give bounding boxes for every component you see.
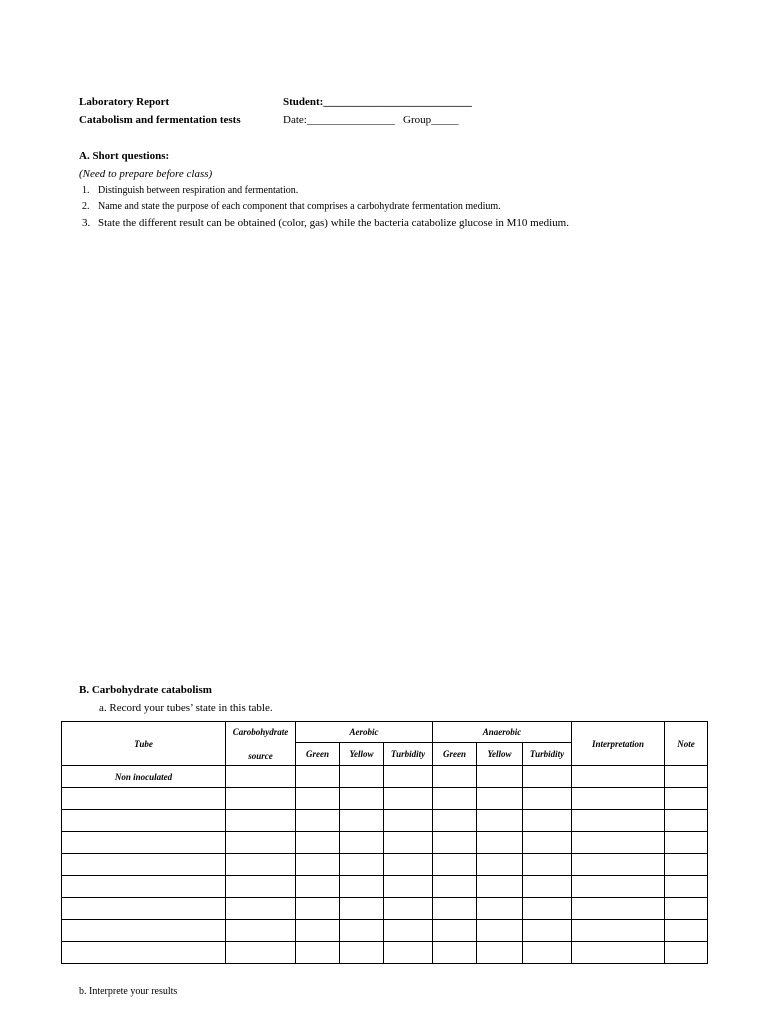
- table-cell: [523, 920, 572, 942]
- table-row: [62, 876, 708, 898]
- table-cell: [477, 942, 523, 964]
- sub-header-green: Green: [296, 743, 340, 766]
- table-cell: [384, 832, 433, 854]
- table-cell: [62, 898, 226, 920]
- results-table: [61, 721, 708, 964]
- table-cell: [384, 854, 433, 876]
- table-cell: [477, 766, 523, 788]
- table-cell: [665, 854, 708, 876]
- question-text: State the different result can be obtained (color, gas) while the bacteria catabolize glucose in M10 medium.: [98, 217, 569, 229]
- table-cell: [477, 788, 523, 810]
- col-header-interpretation: Interpretation: [572, 722, 665, 766]
- table-cell: [340, 942, 384, 964]
- table-cell: [226, 920, 296, 942]
- col-header-source-line2: source: [248, 750, 273, 761]
- row-label-non-inoculated: Non inoculated: [62, 766, 226, 788]
- table-cell: [296, 810, 340, 832]
- report-title: Laboratory Report: [79, 96, 170, 108]
- table-cell: [226, 788, 296, 810]
- table-cell: [384, 898, 433, 920]
- table-cell: [572, 876, 665, 898]
- col-header-note: Note: [665, 722, 708, 766]
- table-cell: [226, 854, 296, 876]
- table-cell: [433, 810, 477, 832]
- table-cell: [62, 832, 226, 854]
- table-cell: [523, 810, 572, 832]
- group-header-aerobic: Aerobic: [296, 722, 433, 743]
- table-cell: [477, 876, 523, 898]
- report-subtitle: Catabolism and fermentation tests: [79, 114, 241, 126]
- question-number: 2.: [82, 201, 90, 212]
- student-field: Student:___________________________: [283, 96, 472, 108]
- table-row: [62, 920, 708, 942]
- table-cell: [340, 766, 384, 788]
- table-cell: [523, 832, 572, 854]
- table-cell: [296, 854, 340, 876]
- table-cell: [477, 810, 523, 832]
- sub-header-turbidity: Turbidity: [523, 743, 572, 766]
- table-cell: [433, 788, 477, 810]
- table-cell: [384, 920, 433, 942]
- table-row: [62, 810, 708, 832]
- table-cell: [62, 942, 226, 964]
- table-cell: [340, 898, 384, 920]
- table-row: [62, 898, 708, 920]
- table-cell: [433, 832, 477, 854]
- table-cell: [572, 920, 665, 942]
- table-cell: [477, 898, 523, 920]
- table-cell: [665, 898, 708, 920]
- date-field: Date:________________: [283, 114, 395, 126]
- table-cell: [296, 766, 340, 788]
- table-cell: [572, 832, 665, 854]
- table-cell: [665, 788, 708, 810]
- table-cell: [523, 898, 572, 920]
- table-cell: [665, 942, 708, 964]
- table-cell: [572, 766, 665, 788]
- table-cell: [226, 810, 296, 832]
- table-cell: [296, 942, 340, 964]
- table-cell: [572, 854, 665, 876]
- table-row: [62, 942, 708, 964]
- table-cell: [477, 920, 523, 942]
- col-header-source-line1: Carobohydrate: [232, 726, 289, 737]
- question-number: 1.: [82, 185, 90, 196]
- table-cell: [340, 810, 384, 832]
- table-cell: [226, 942, 296, 964]
- table-cell: [433, 766, 477, 788]
- question-number: 3.: [82, 217, 91, 229]
- table-cell: [62, 920, 226, 942]
- table-cell: [340, 832, 384, 854]
- table-cell: [572, 942, 665, 964]
- section-a-title: A. Short questions:: [79, 150, 170, 162]
- table-cell: [226, 876, 296, 898]
- table-cell: [572, 788, 665, 810]
- table-cell: [477, 832, 523, 854]
- sub-header-green: Green: [433, 743, 477, 766]
- table-cell: [433, 876, 477, 898]
- table-cell: [384, 788, 433, 810]
- table-cell: [572, 810, 665, 832]
- table-cell: [433, 920, 477, 942]
- table-cell: [572, 898, 665, 920]
- table-cell: [384, 766, 433, 788]
- table-row: [62, 766, 708, 788]
- table-cell: [226, 898, 296, 920]
- interpretation-instruction: b. Interprete your results: [79, 986, 178, 997]
- table-cell: [384, 876, 433, 898]
- table-cell: [665, 832, 708, 854]
- table-row: [62, 788, 708, 810]
- col-header-carbohydrate-source: [226, 722, 296, 766]
- table-row: [62, 854, 708, 876]
- question-text: Distinguish between respiration and fermentation.: [98, 185, 299, 196]
- table-cell: [433, 942, 477, 964]
- table-cell: [62, 788, 226, 810]
- table-cell: [384, 810, 433, 832]
- table-instruction: a. Record your tubes’ state in this table.: [99, 702, 273, 714]
- table-cell: [340, 876, 384, 898]
- table-cell: [523, 876, 572, 898]
- group-header-anaerobic: Anaerobic: [433, 722, 572, 743]
- table-cell: [433, 898, 477, 920]
- section-b-title: B. Carbohydrate catabolism: [79, 684, 212, 696]
- table-cell: [296, 832, 340, 854]
- table-cell: [523, 788, 572, 810]
- table-cell: [665, 810, 708, 832]
- section-a-note: (Need to prepare before class): [79, 168, 213, 180]
- sub-header-yellow: Yellow: [477, 743, 523, 766]
- table-cell: [62, 810, 226, 832]
- sub-header-turbidity: Turbidity: [384, 743, 433, 766]
- table-cell: [523, 854, 572, 876]
- table-cell: [226, 766, 296, 788]
- table-row: [62, 832, 708, 854]
- table-cell: [384, 942, 433, 964]
- table-cell: [340, 854, 384, 876]
- table-cell: [62, 854, 226, 876]
- table-cell: [340, 788, 384, 810]
- table-cell: [62, 876, 226, 898]
- table-cell: [665, 876, 708, 898]
- table-cell: [296, 920, 340, 942]
- table-cell: [523, 942, 572, 964]
- table-cell: [665, 766, 708, 788]
- table-cell: [665, 920, 708, 942]
- question-text: Name and state the purpose of each component that comprises a carbohydrate fermentation medium.: [98, 201, 501, 212]
- table-cell: [296, 898, 340, 920]
- table-cell: [340, 920, 384, 942]
- table-cell: [226, 832, 296, 854]
- table-cell: [433, 854, 477, 876]
- table-cell: [523, 766, 572, 788]
- group-field: Group_____: [403, 114, 459, 126]
- sub-header-yellow: Yellow: [340, 743, 384, 766]
- col-header-tube: Tube: [62, 722, 226, 766]
- table-cell: [296, 876, 340, 898]
- table-cell: [296, 788, 340, 810]
- table-cell: [477, 854, 523, 876]
